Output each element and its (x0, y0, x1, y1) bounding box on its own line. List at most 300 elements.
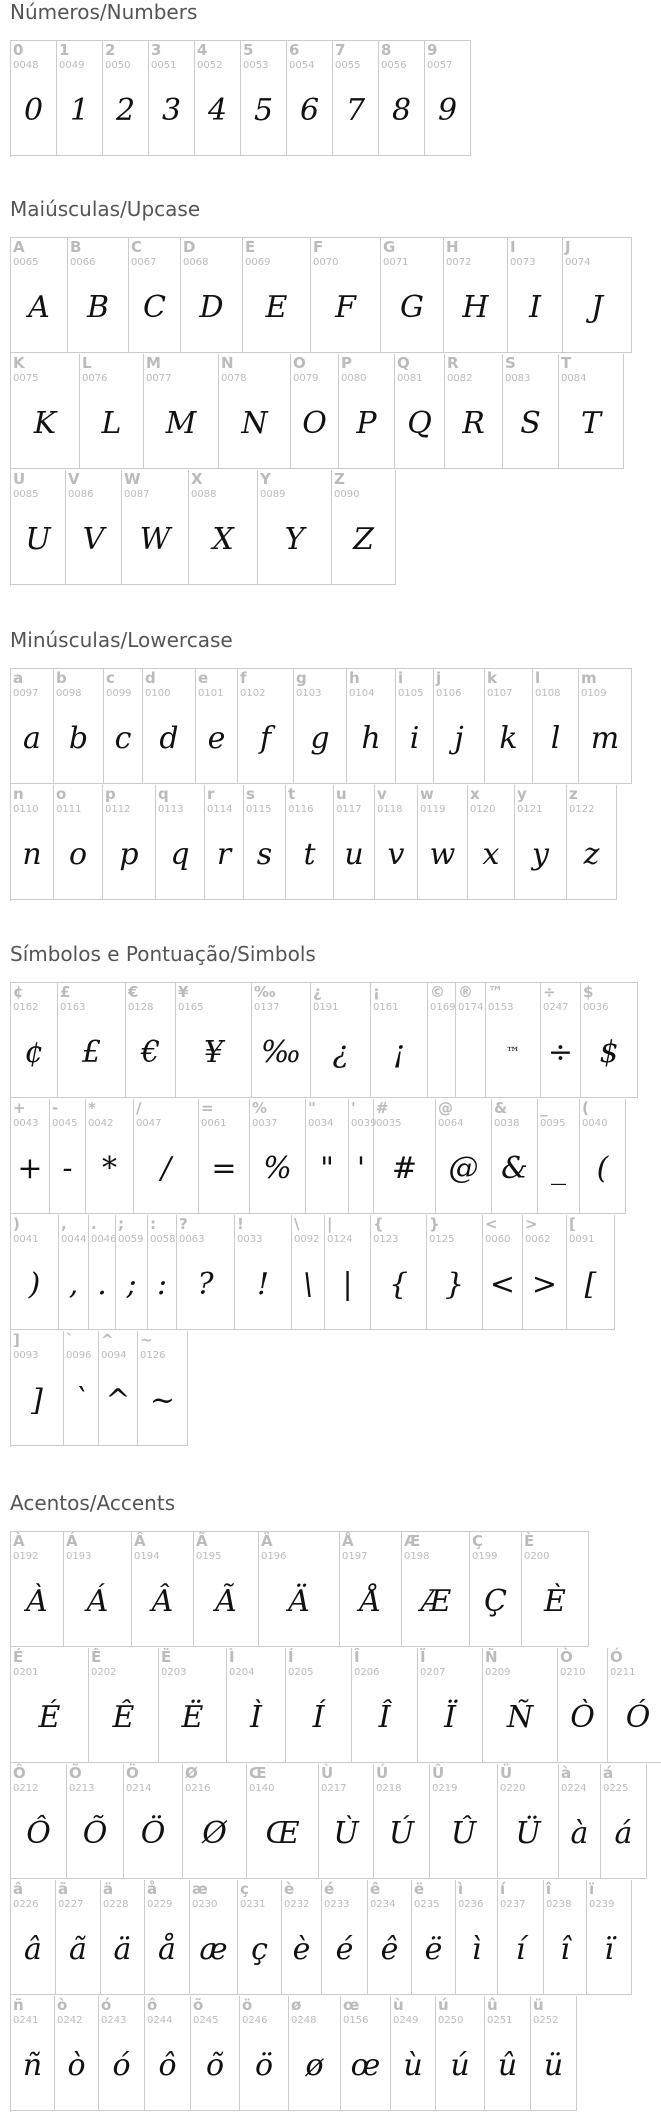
glyph-code: 0055 (335, 60, 361, 71)
glyph-cell (434, 669, 485, 784)
glyph-sample: á (614, 1816, 633, 1851)
glyph-cell (340, 1532, 402, 1647)
glyph-cell (580, 1099, 626, 1214)
glyph-sample: A (28, 290, 50, 325)
glyph-cell (456, 1880, 498, 1995)
glyph-label: O (293, 354, 306, 372)
glyph-label: } (429, 1215, 440, 1233)
glyph-code: 0054 (289, 60, 315, 71)
glyph-sample: _ (551, 1151, 566, 1186)
glyph-cell (177, 1215, 235, 1330)
glyph-sample: u (344, 837, 364, 872)
glyph-sample: Ò (570, 1700, 595, 1735)
glyph-code: 0121 (517, 804, 543, 815)
glyph-cell (381, 238, 444, 353)
glyph-label: ã (58, 1880, 69, 1898)
glyph-cell (282, 1880, 322, 1995)
glyph-label: 7 (335, 41, 346, 59)
glyph-code: 0039 (351, 1118, 377, 1129)
glyph-label: < (485, 1215, 498, 1233)
glyph-cell (559, 1764, 601, 1879)
glyph-label: 9 (427, 41, 438, 59)
glyph-label: ™ (488, 983, 503, 1001)
glyph-code: 0059 (118, 1234, 144, 1245)
glyph-label: D (183, 238, 196, 256)
glyph-sample: G (400, 290, 424, 325)
glyph-cell (468, 785, 515, 900)
glyph-cell (191, 1996, 240, 2111)
glyph-code: 0202 (91, 1667, 117, 1678)
glyph-label: U (13, 470, 26, 488)
glyph-code: 0137 (254, 1002, 280, 1013)
glyph-code: 0038 (494, 1118, 520, 1129)
glyph-code: 0220 (500, 1783, 526, 1794)
section-accents (10, 1491, 661, 2112)
glyph-sample: é (335, 1932, 354, 1967)
glyph-row (10, 470, 396, 586)
glyph-label: ò (57, 1996, 68, 2014)
glyph-sample: > (531, 1267, 558, 1302)
glyph-sample: â (24, 1932, 42, 1967)
glyph-sample: P (356, 406, 377, 441)
glyph-label: b (56, 669, 67, 687)
glyph-sample: b (68, 721, 89, 756)
glyph-sample: n (22, 837, 42, 872)
glyph-sample: B (86, 290, 110, 325)
glyph-grid (10, 668, 661, 901)
glyph-code: 0090 (334, 489, 360, 500)
glyph-code: 0124 (327, 1234, 353, 1245)
glyph-sample: d (159, 721, 179, 756)
glyph-code: 0237 (500, 1899, 526, 1910)
glyph-cell (50, 1099, 86, 1214)
glyph-cell (531, 1996, 577, 2111)
glyph-cell (470, 1532, 522, 1647)
glyph-sample: { (388, 1267, 409, 1302)
glyph-code: 0174 (458, 1002, 484, 1013)
glyph-sample: ò (67, 2048, 86, 2083)
glyph-label: Z (334, 470, 345, 488)
glyph-code: 0071 (383, 257, 409, 268)
glyph-sample: J (590, 290, 604, 325)
glyph-code: 0245 (193, 2015, 219, 2026)
glyph-sample: ™ (506, 1045, 520, 1061)
glyph-row (10, 785, 617, 901)
glyph-sample: è (292, 1932, 311, 1967)
glyph-label: Ì (229, 1648, 235, 1666)
glyph-row (10, 1996, 577, 2112)
glyph-cell (341, 1996, 391, 2111)
glyph-code: 0095 (540, 1118, 566, 1129)
glyph-cell (124, 1764, 183, 1879)
glyph-cell (418, 1648, 483, 1763)
glyph-cell (241, 41, 287, 156)
glyph-sample: N (241, 406, 268, 441)
glyph-code: 0082 (447, 373, 473, 384)
glyph-label: Í (288, 1648, 294, 1666)
glyph-label: ) (13, 1215, 20, 1233)
glyph-code: 0078 (221, 373, 247, 384)
glyph-sample: ñ (22, 2048, 43, 2083)
glyph-code: 0197 (342, 1551, 368, 1562)
glyph-cell (238, 1880, 282, 1995)
glyph-sample: Å (359, 1584, 382, 1619)
glyph-code: 0050 (105, 60, 131, 71)
glyph-row (10, 1764, 647, 1880)
glyph-label: ¿ (313, 983, 322, 1001)
glyph-sample: 4 (207, 93, 228, 128)
glyph-code: 0072 (446, 257, 472, 268)
glyph-cell (332, 470, 396, 585)
glyph-cell (334, 785, 375, 900)
glyph-sample: E (265, 290, 288, 325)
glyph-label: u (336, 785, 347, 803)
glyph-code: 0250 (438, 2015, 464, 2026)
glyph-cell (456, 983, 486, 1098)
glyph-cell (538, 1099, 580, 1214)
glyph-sample: í (515, 1932, 526, 1967)
section-title: Maiúsculas/Upcase (10, 197, 201, 221)
glyph-sample: ÷ (547, 1035, 574, 1070)
glyph-sample: t (303, 837, 316, 872)
glyph-cell (374, 1764, 430, 1879)
glyph-sample: C (143, 290, 166, 325)
glyph-label: ! (237, 1215, 244, 1233)
glyph-cell (311, 238, 381, 353)
glyph-cell (294, 669, 347, 784)
glyph-cell (349, 1099, 377, 1214)
glyph-row (10, 1648, 661, 1764)
glyph-sample: h (361, 721, 381, 756)
glyph-code: 0153 (488, 1002, 514, 1013)
glyph-sample: a (23, 721, 41, 756)
glyph-code: 0062 (525, 1234, 551, 1245)
glyph-cell (250, 1099, 306, 1214)
glyph-label: 3 (151, 41, 162, 59)
glyph-cell (58, 983, 126, 1098)
glyph-label: £ (60, 983, 71, 1001)
glyph-cell (195, 41, 241, 156)
glyph-code: 0205 (288, 1667, 314, 1678)
glyph-label: * (88, 1099, 96, 1117)
glyph-cell (428, 983, 456, 1098)
glyph-sample: } (444, 1267, 465, 1302)
glyph-label: É (13, 1648, 24, 1666)
glyph-cell (563, 238, 632, 353)
glyph-sample: . (97, 1267, 107, 1302)
glyph-code: 0193 (66, 1551, 92, 1562)
glyph-cell (11, 1764, 67, 1879)
glyph-sample: 3 (161, 93, 182, 128)
glyph-code: 0230 (192, 1899, 218, 1910)
glyph-cell (86, 1099, 134, 1214)
glyph-label: 2 (105, 41, 116, 59)
glyph-cell (227, 1648, 286, 1763)
glyph-sample: ] (31, 1383, 43, 1418)
glyph-grid (10, 1531, 661, 2112)
glyph-sample: ù (403, 2048, 423, 2083)
glyph-cell (306, 1099, 349, 1214)
glyph-cell (99, 1996, 145, 2111)
glyph-label: z (569, 785, 578, 803)
glyph-label: ` (66, 1331, 74, 1349)
glyph-label: ç (240, 1880, 249, 1898)
glyph-cell (567, 785, 617, 900)
glyph-cell (104, 669, 143, 784)
glyph-row (10, 1531, 589, 1648)
glyph-code: 0116 (288, 804, 314, 815)
glyph-code: 0195 (196, 1551, 222, 1562)
glyph-sample: 6 (299, 93, 320, 128)
glyph-sample: Ù (333, 1816, 359, 1851)
glyph-label: > (525, 1215, 538, 1233)
glyph-cell (247, 1764, 319, 1879)
glyph-label: / (136, 1099, 142, 1117)
glyph-cell (138, 1331, 188, 1446)
glyph-label: g (296, 669, 307, 687)
glyph-sample: k (499, 721, 518, 756)
glyph-cell (483, 1648, 558, 1763)
glyph-label: . (91, 1215, 97, 1233)
glyph-label: - (52, 1099, 59, 1117)
glyph-sample: Ã (215, 1584, 237, 1619)
glyph-sample: ç (251, 1932, 268, 1967)
glyph-row (10, 1880, 632, 1996)
glyph-label: , (61, 1215, 67, 1233)
glyph-code: 0210 (560, 1667, 586, 1678)
glyph-sample: ~ (149, 1383, 176, 1418)
glyph-code: 0033 (237, 1234, 263, 1245)
glyph-label: í (500, 1880, 506, 1898)
glyph-label: ü (533, 1996, 544, 2014)
glyph-label: Ê (91, 1648, 102, 1666)
glyph-code: 0246 (242, 2015, 268, 2026)
glyph-cell (183, 1764, 247, 1879)
glyph-code: 0214 (126, 1783, 152, 1794)
glyph-label: ® (458, 983, 473, 1001)
glyph-code: 0234 (370, 1899, 396, 1910)
glyph-code: 0212 (13, 1783, 39, 1794)
glyph-code: 0242 (57, 2015, 83, 2026)
glyph-code: 0224 (561, 1783, 587, 1794)
glyph-label: È (524, 1532, 535, 1550)
glyph-code: 0241 (13, 2015, 39, 2026)
glyph-label: $ (583, 983, 594, 1001)
glyph-label: ê (370, 1880, 381, 1898)
glyph-label: ¢ (13, 983, 24, 1001)
glyph-cell (54, 785, 103, 900)
glyph-sample: r (216, 837, 232, 872)
glyph-label: Æ (404, 1532, 421, 1550)
glyph-sample: I (529, 290, 541, 325)
glyph-cell (103, 41, 149, 156)
glyph-label: ï (589, 1880, 595, 1898)
glyph-cell (418, 785, 468, 900)
glyph-label: t (288, 785, 296, 803)
glyph-cell (515, 785, 567, 900)
glyph-label: F (313, 238, 324, 256)
glyph-code: 0115 (246, 804, 272, 815)
glyph-cell (533, 669, 579, 784)
glyph-sample: ë (424, 1932, 443, 1967)
glyph-sample: Œ (265, 1816, 300, 1851)
glyph-cell (205, 785, 244, 900)
glyph-code: 0096 (66, 1350, 92, 1361)
glyph-code: 0198 (404, 1551, 430, 1562)
glyph-code: 0069 (245, 257, 271, 268)
glyph-code: 0161 (373, 1002, 399, 1013)
glyph-cell (176, 983, 252, 1098)
glyph-sample: \ (302, 1267, 314, 1302)
glyph-sample: O (302, 406, 327, 441)
glyph-label: H (446, 238, 459, 256)
glyph-label: 0 (13, 41, 24, 59)
glyph-code: 0067 (131, 257, 157, 268)
glyph-cell (11, 1215, 59, 1330)
glyph-label: W (124, 470, 141, 488)
glyph-cell (498, 1880, 544, 1995)
glyph-sample: ¢ (24, 1035, 44, 1070)
glyph-sample: Q (407, 406, 432, 441)
glyph-sample: ï (604, 1932, 614, 1967)
glyph-code: 0088 (191, 489, 217, 500)
glyph-code: 0219 (432, 1783, 458, 1794)
glyph-label: e (198, 669, 209, 687)
glyph-code: 0169 (430, 1002, 456, 1013)
glyph-code: 0118 (377, 804, 403, 815)
glyph-label: 1 (59, 41, 70, 59)
glyph-code: 0097 (13, 688, 39, 699)
glyph-code: 0099 (106, 688, 132, 699)
glyph-code: 0192 (13, 1551, 39, 1562)
glyph-label: å (147, 1880, 158, 1898)
glyph-label: a (13, 669, 24, 687)
glyph-cell (99, 1331, 138, 1446)
glyph-code: 0227 (58, 1899, 84, 1910)
glyph-cell (101, 1880, 145, 1995)
glyph-code: 0087 (124, 489, 150, 500)
glyph-label: = (201, 1099, 214, 1117)
glyph-label: d (145, 669, 156, 687)
glyph-sample: Ø (202, 1816, 227, 1851)
glyph-sample: p (119, 837, 139, 872)
glyph-label: â (13, 1880, 24, 1898)
glyph-cell (64, 1532, 132, 1647)
glyph-sample: ì (471, 1932, 482, 1967)
glyph-label: K (13, 354, 25, 372)
glyph-label: Ë (161, 1648, 172, 1666)
glyph-cell (311, 983, 371, 1098)
glyph-label: L (82, 354, 92, 372)
glyph-sample: ^ (105, 1383, 131, 1418)
glyph-sample: g (310, 721, 330, 756)
glyph-label: # (376, 1099, 389, 1117)
glyph-code: 0053 (243, 60, 269, 71)
glyph-sample: È (544, 1584, 566, 1619)
glyph-label: ÷ (543, 983, 556, 1001)
glyph-code: 0128 (128, 1002, 154, 1013)
glyph-cell (252, 983, 311, 1098)
glyph-sample: û (497, 2048, 518, 2083)
glyph-label: Y (260, 470, 271, 488)
section-upcase (10, 197, 661, 586)
glyph-sample: ã (69, 1932, 87, 1967)
glyph-label: Ò (560, 1648, 573, 1666)
glyph-label: Ñ (485, 1648, 498, 1666)
glyph-label: _ (540, 1099, 548, 1117)
glyph-label: ä (103, 1880, 114, 1898)
glyph-cell (54, 669, 104, 784)
glyph-code: 0052 (197, 60, 223, 71)
glyph-sample: , (68, 1267, 79, 1302)
glyph-cell (541, 983, 581, 1098)
glyph-row (10, 1215, 615, 1331)
glyph-label: B (70, 238, 82, 256)
glyph-sample: Û (450, 1816, 477, 1851)
glyph-sample: @ (448, 1151, 479, 1186)
glyph-label: l (535, 669, 541, 687)
glyph-sample: = (211, 1151, 237, 1186)
glyph-cell (258, 470, 332, 585)
glyph-code: 0035 (376, 1118, 402, 1129)
glyph-sample: É (38, 1700, 61, 1735)
glyph-cell (149, 41, 195, 156)
glyph-sample: s (256, 837, 273, 872)
glyph-sample: j (454, 721, 464, 756)
glyph-cell (333, 41, 379, 156)
glyph-sample: ø (305, 2048, 324, 2083)
glyph-grid (10, 40, 661, 157)
glyph-sample: À (26, 1584, 48, 1619)
glyph-sample: F (335, 290, 356, 325)
glyph-sample: [ (584, 1267, 597, 1302)
glyph-cell (11, 238, 68, 353)
glyph-cell (11, 1880, 56, 1995)
glyph-sample: Ñ (506, 1700, 534, 1735)
glyph-label: Ü (500, 1764, 513, 1782)
glyph-code: 0209 (485, 1667, 511, 1678)
section-title: Números/Numbers (10, 0, 198, 24)
glyph-code: 0073 (510, 257, 536, 268)
glyph-label: 6 (289, 41, 300, 59)
glyph-label: w (420, 785, 434, 803)
glyph-label: S (505, 354, 516, 372)
glyph-cell (492, 1099, 538, 1214)
glyph-cell (289, 1996, 341, 2111)
glyph-code: 0117 (336, 804, 362, 815)
glyph-sample: Ì (250, 1700, 262, 1735)
glyph-label: Ç (472, 1532, 484, 1550)
glyph-label: Õ (69, 1764, 82, 1782)
glyph-label: \ (294, 1215, 300, 1233)
glyph-row (10, 982, 638, 1099)
glyph-label: J (565, 238, 571, 256)
glyph-cell (67, 1764, 124, 1879)
glyph-code: 0083 (505, 373, 531, 384)
glyph-cell (126, 983, 176, 1098)
glyph-sample: o (68, 837, 88, 872)
glyph-grid (10, 982, 661, 1447)
glyph-sample: " (320, 1151, 334, 1186)
glyph-sample: Z (353, 522, 374, 557)
glyph-cell (194, 1532, 259, 1647)
glyph-code: 0064 (438, 1118, 464, 1129)
glyph-cell (371, 1215, 427, 1330)
glyph-code: 0231 (240, 1899, 266, 1910)
glyph-sample: i (409, 721, 420, 756)
glyph-sample: ô (158, 2048, 177, 2083)
glyph-code: 0070 (313, 257, 339, 268)
